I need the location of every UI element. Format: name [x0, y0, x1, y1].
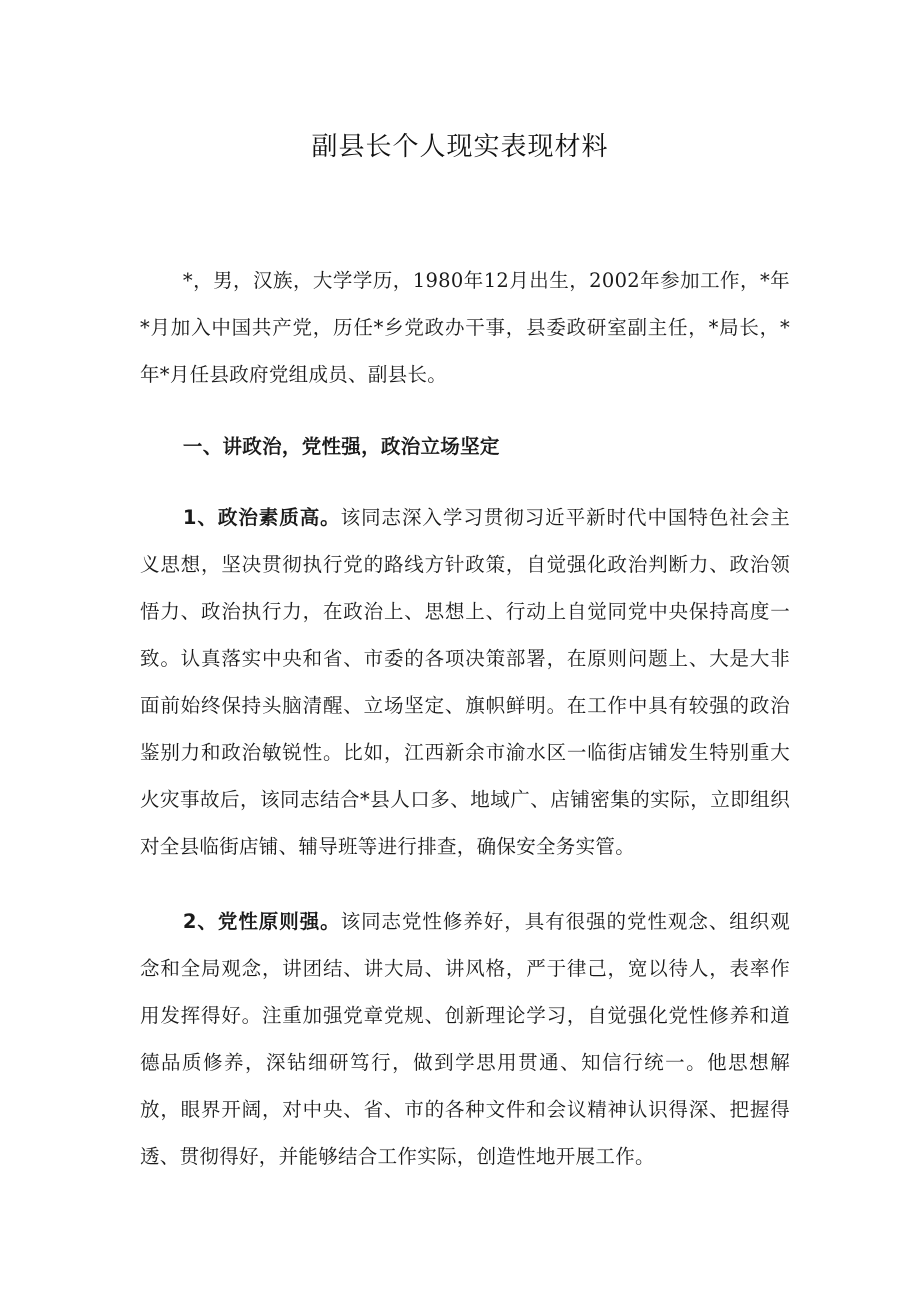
item-2-body: 该同志党性修养好，具有很强的党性观念、组织观念和全局观念，讲团结、讲大局、讲风格，严于律己，宽以待人，表率作用发挥得好。注重加强党章党规、创新理论学习，自觉强化党性修养和道德品质修养，深钻细研笃行，做到学思用贯通、知信行统一。他思想解放，眼界开阔，对中央、省、市的各种文件和会议精神认识得深、把握得透、贯彻得好，并能够结合工作实际，创造性地开展工作。 [140, 910, 790, 1168]
item-1-body: 该同志深入学习贯彻习近平新时代中国特色社会主义思想，坚决贯彻执行党的路线方针政策，自觉强化政治判断力、政治领悟力、政治执行力，在政治上、思想上、行动上自觉同党中央保持高度一致。认真落实中央和省、市委的各项决策部署，在原则问题上、大是大非面前始终保持头脑清醒、立场坚定、旗帜鲜明。在工作中具有较强的政治鉴别力和政治敏锐性。比如，江西新余市渝水区一临街店铺发生特别重大火灾事故后，该同志结合*县人口多、地域广、店铺密集的实际，立即组织对全县临街店铺、辅导班等进行排查，确保安全务实管。 [140, 506, 790, 858]
item-2-lead: 2、党性原则强。 [182, 910, 341, 933]
intro-paragraph: *，男，汉族，大学学历，1980年12月出生，2002年参加工作，*年*月加入中国共产党，历任*乡党政办干事，县委政研室副主任，*局长，*年*月任县政府党组成员、副县长。 [140, 269, 790, 386]
item-1-paragraph [140, 494, 790, 870]
document-title: 副县长个人现实表现材料 [311, 132, 609, 162]
section-heading-1: 一、讲政治，党性强，政治立场坚定 [182, 435, 500, 458]
item-1-lead: 1、政治素质高。 [182, 506, 341, 529]
item-2-paragraph [140, 898, 790, 1180]
